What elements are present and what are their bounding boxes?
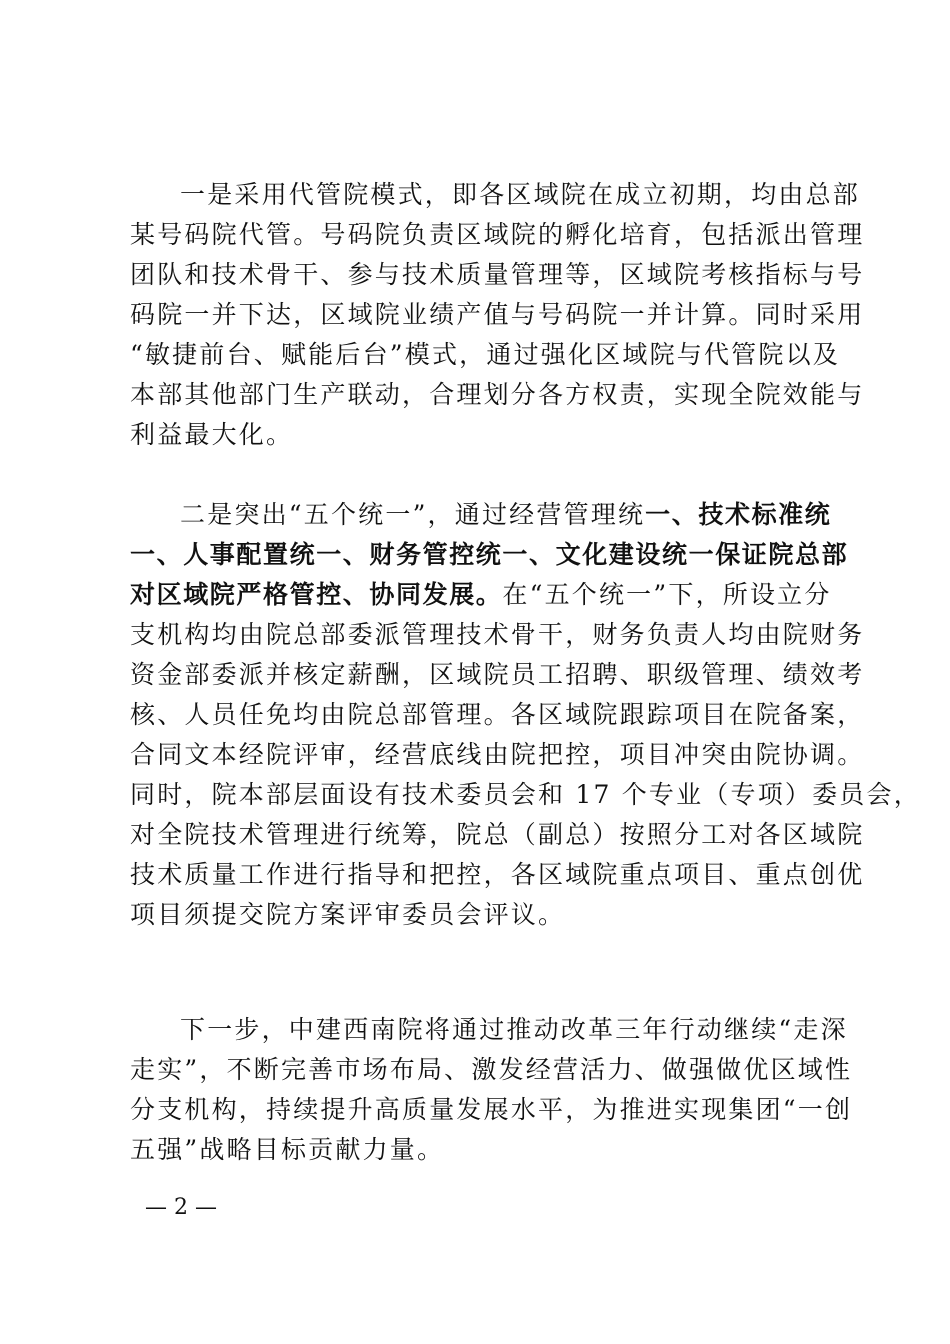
text-run: 利益最大化。 [130, 420, 294, 449]
paragraph-2-line [130, 820, 865, 850]
text-run: 下一步，中建西南院将通过推动改革三年行动继续“走深 [180, 1015, 848, 1044]
text-run: 合同文本经院评审，经营底线由院把控，项目冲突由院协调。 [130, 740, 865, 769]
text-run: 二是突出“五个统一”，通过经营管理统 [180, 500, 646, 529]
text-run: “敏捷前台、赋能后台”模式，通过强化区域院与代管院以及 [130, 340, 840, 369]
paragraph-1-line [130, 300, 865, 330]
text-run: 本部其他部门生产联动，合理划分各方权责，实现全院效能与 [130, 380, 865, 409]
text-run: 技术质量工作进行指导和把控，各区域院重点项目、重点创优 [130, 860, 865, 889]
paragraph-2-line [130, 660, 865, 690]
paragraph-3-line [130, 1095, 853, 1125]
text-run: 码院一并下达，区域院业绩产值与号码院一并计算。同时采用 [130, 300, 865, 329]
paragraph-2-line [130, 900, 830, 930]
paragraph-2-line [130, 860, 865, 890]
paragraph-1-line [130, 340, 840, 370]
text-run: 五强”战略目标贡献力量。 [130, 1135, 445, 1164]
paragraph-1-line [130, 420, 830, 450]
text-run: 支机构均由院总部委派管理技术骨干，财务负责人均由院财务 [130, 620, 865, 649]
page-number: — 2 — [145, 1195, 217, 1220]
paragraph-2-line [180, 500, 830, 530]
bold-text-run: 一、人事配置统一、财务管控统一、文化建设统一保证院总部 [130, 540, 849, 569]
paragraph-2-line [130, 780, 921, 810]
text-run: 某号码院代管。号码院负责区域院的孵化培育，包括派出管理 [130, 220, 865, 249]
paragraph-2-line [130, 740, 865, 770]
paragraph-2-line [130, 540, 849, 570]
paragraph-2-line [130, 700, 865, 730]
text-run: 走实”，不断完善市场布局、激发经营活力、做强做优区域性 [130, 1055, 853, 1084]
text-run: 对全院技术管理进行统筹，院总（副总）按照分工对各区域院 [130, 820, 865, 849]
text-run: 项目须提交院方案评审委员会评议。 [130, 900, 566, 929]
bold-text-run: 一、技术标准统 [645, 500, 832, 529]
text-run: 核、人员任免均由院总部管理。各区域院跟踪项目在院备案， [130, 700, 865, 729]
paragraph-1-line [130, 260, 865, 290]
paragraph-3-line [180, 1015, 848, 1045]
text-run: 团队和技术骨干、参与技术质量管理等，区域院考核指标与号 [130, 260, 865, 289]
paragraph-2-line [130, 620, 865, 650]
paragraph-1-line [130, 220, 865, 250]
bold-text-run: 对区域院严格管控、协同发展。 [130, 580, 503, 609]
text-run: 资金部委派并核定薪酬，区域院员工招聘、职级管理、绩效考 [130, 660, 865, 689]
paragraph-2-line [130, 580, 830, 610]
paragraph-3-line [130, 1055, 853, 1085]
paragraph-1-line [130, 380, 865, 410]
text-run: 同时，院本部层面设有技术委员会和 17 个专业（专项）委员会， [130, 780, 921, 809]
text-run: 一是采用代管院模式，即各区域院在成立初期，均由总部 [180, 180, 861, 209]
paragraph-1-line [180, 180, 861, 210]
text-run: 分支机构，持续提升高质量发展水平，为推进实现集团“一创 [130, 1095, 853, 1124]
paragraph-3-line [130, 1135, 830, 1165]
text-run: 在“五个统一”下，所设立分 [502, 580, 832, 609]
